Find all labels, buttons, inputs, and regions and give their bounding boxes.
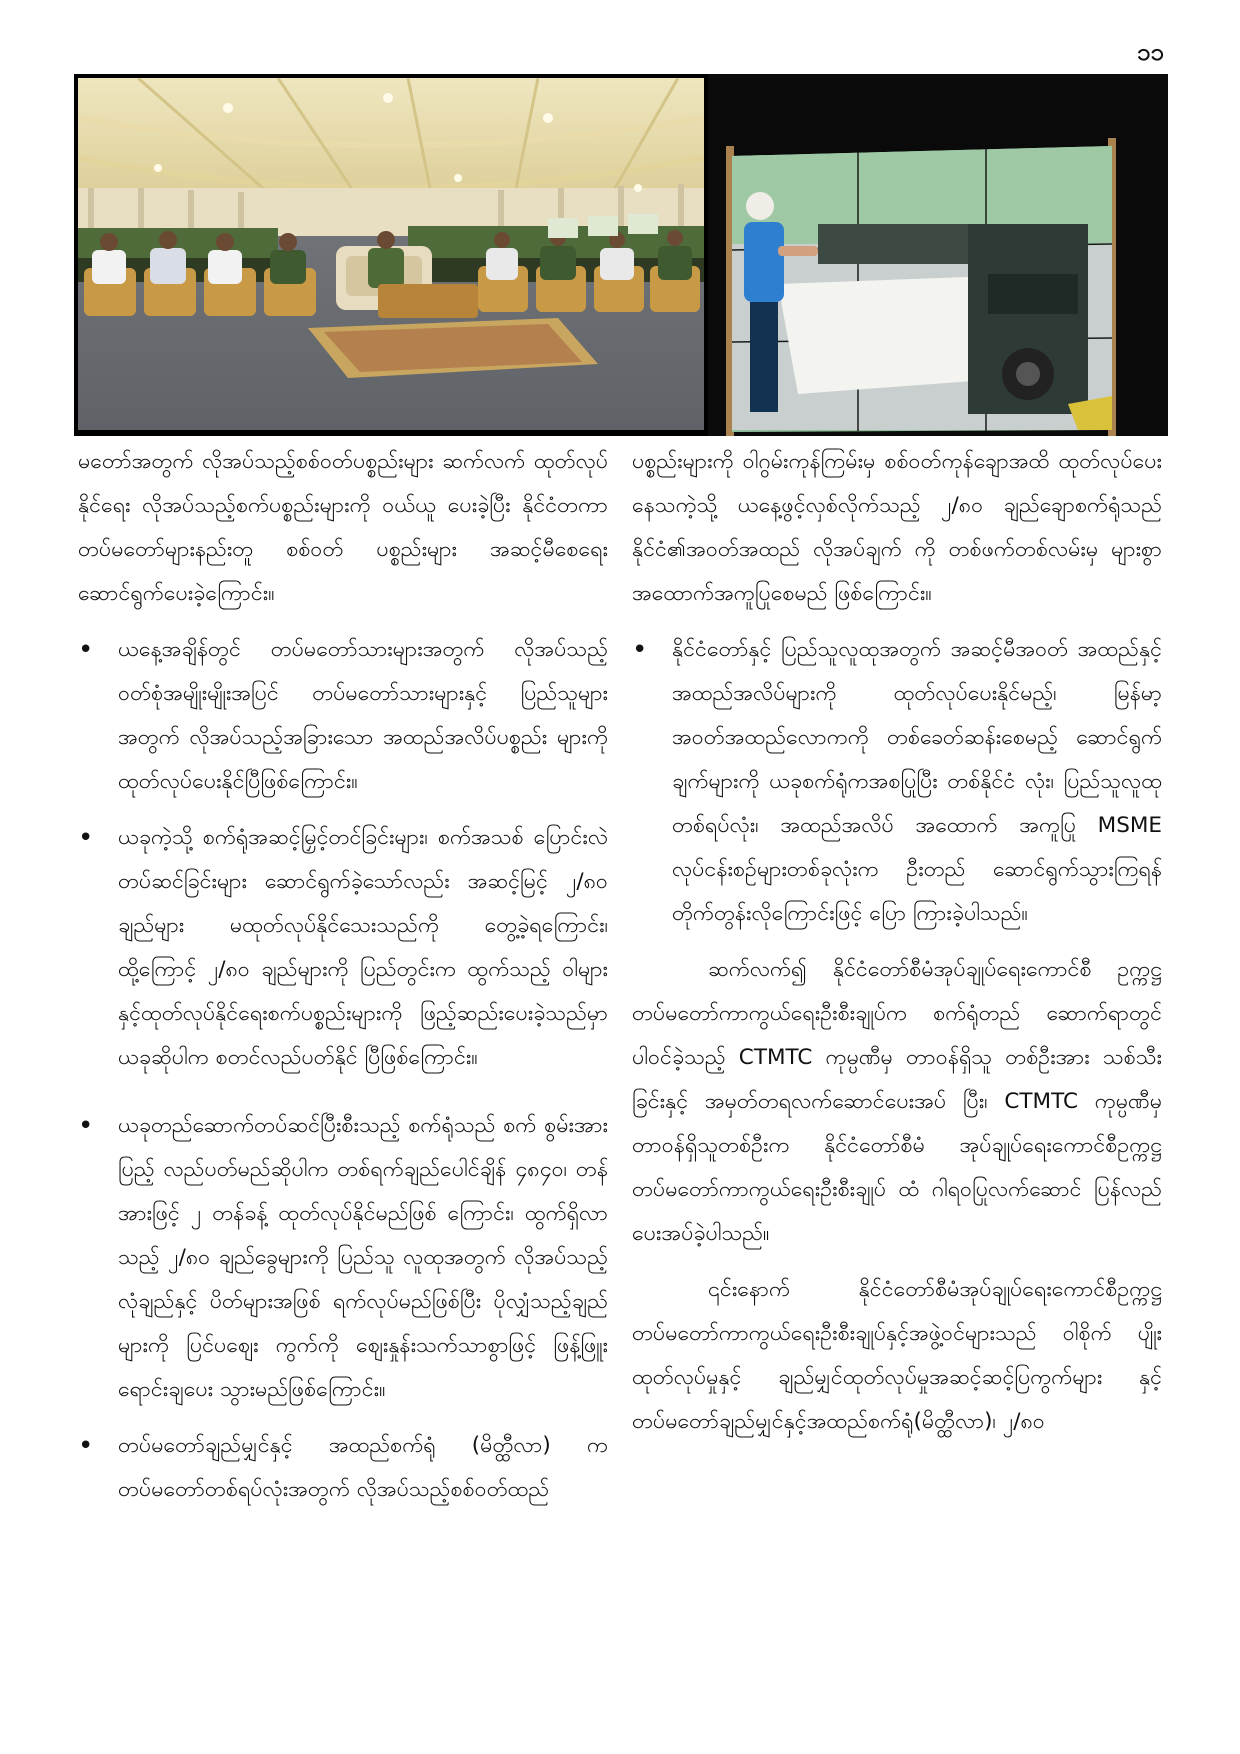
- bullet-item: • ယနေ့အချိန်တွင် တပ်မတော်သားများအတွက် လိုအပ်သည့် ဝတ်စုံအမျိုးမျိုးအပြင် တပ်မတော်သားများနှင့် ပြည်သူများ အတွက် လိုအပ်သည့်အခြားသော အထည်အလိပ်ပစ္စည်း များကို ထုတ်လုပ်ပေးနိုင်ပြီဖြစ်ကြောင်း။: [78, 628, 608, 804]
- left-column: [78, 440, 608, 1512]
- bullet-item: • နိုင်ငံတော်နှင့် ပြည်သူလူထုအတွက် အဆင့်မီအဝတ် အထည်နှင့် အထည်အလိပ်များကို ထုတ်လုပ်ပေးနိုင်မည့်၊ မြန်မာ့အဝတ်အထည်လောကကို တစ်ခေတ်ဆန်းစေမည့် ဆောင်ရွက်ချက်များကို ယခုစက်ရုံကအစပြုပြီး တစ်နိုင်ငံ လုံး၊ ပြည်သူလူထုတစ်ရပ်လုံး၊ အထည်အလိပ် အထောက် အကူပြု MSME လုပ်ငန်းစဉ်များတစ်ခုလုံးက ဦးတည် ဆောင်ရွက်သွားကြရန် တိုက်တွန်းလိုကြောင်းဖြင့် ပြော ကြားခဲ့ပါသည်။: [632, 628, 1162, 936]
- bullet-item: • ယခုကဲ့သို့ စက်ရုံအဆင့်မြှင့်တင်ခြင်းများ၊ စက်အသစ် ပြောင်းလဲတပ်ဆင်ခြင်းများ ဆောင်ရွက်ခဲ့သော်လည်း အဆင့်မြင့် ၂/၈၀ ချည်များ မထုတ်လုပ်နိုင်သေးသည်ကို တွေ့ခဲ့ရကြောင်း၊ ထို့ကြောင့် ၂/၈၀ ချည်များကို ပြည်တွင်းက ထွက်သည့် ဝါများနှင့်ထုတ်လုပ်နိုင်ရေးစက်ပစ္စည်းများကို ဖြည့်ဆည်းပေးခဲ့သည်မှာ ယခုဆိုပါက စတင်လည်ပတ်နိုင် ပြီဖြစ်ကြောင်း။: [78, 816, 608, 1080]
- left-intro-paragraph: မတော်အတွက် လိုအပ်သည့်စစ်ဝတ်ပစ္စည်းများ ဆက်လက် ထုတ်လုပ်နိုင်ရေး လိုအပ်သည့်စက်ပစ္စည်းများကို ဝယ်ယူ ပေးခဲ့ပြီး နိုင်ငံတကာတပ်မတော်များနည်းတူ စစ်ဝတ် ပစ္စည်းများ အဆင့်မီစေရေး ဆောင်ရွက်ပေးခဲ့ကြောင်း။: [78, 449, 608, 606]
- bullet-item: • တပ်မတော်ချည်မျှင်နှင့် အထည်စက်ရုံ (မိတ္ထီလာ) က တပ်မတော်တစ်ရပ်လုံးအတွက် လိုအပ်သည့်စစ်ဝတ်ထည်: [78, 1424, 608, 1512]
- bullet-item: • ယခုတည်ဆောက်တပ်ဆင်ပြီးစီးသည့် စက်ရုံသည် စက် စွမ်းအားပြည့် လည်ပတ်မည်ဆိုပါက တစ်ရက်ချည်ပေါင်ချိန် ၄၈၄၀၊ တန်အားဖြင့် ၂ တန်ခန့် ထုတ်လုပ်နိုင်မည်ဖြစ် ကြောင်း၊ ထွက်ရှိလာသည့် ၂/၈၀ ချည်ခွေများကို ပြည်သူ လူထုအတွက် လိုအပ်သည့်လုံချည်နှင့် ပိတ်များအဖြစ် ရက်လုပ်မည်ဖြစ်ပြီး ပိုလျှံသည့်ချည်များကို ပြင်ပဈေး ကွက်ကို ဈေးနှုန်းသက်သာစွာဖြင့် ဖြန့်ဖြူးရောင်းချပေး သွားမည်ဖြစ်ကြောင်း။: [78, 1104, 608, 1412]
- right-column: [632, 440, 1162, 1444]
- page-number: ၁၁: [1137, 38, 1164, 66]
- ceremony-tent-photo: [78, 78, 704, 430]
- body-paragraph: ဆက်လက်၍ နိုင်ငံတော်စီမံအုပ်ချုပ်ရေးကောင်စီ ဥက္ကဋ္ဌ တပ်မတော်ကာကွယ်ရေးဦးစီးချုပ်က စက်ရုံတည် ဆောက်ရာတွင်ပါဝင်ခဲ့သည့် CTMTC ကုမ္ပဏီမှ တာဝန်ရှိသူ တစ်ဦးအား သစ်သီးခြင်းနှင့် အမှတ်တရလက်ဆောင်ပေးအပ် ပြီး၊ CTMTC ကုမ္ပဏီမှ တာဝန်ရှိသူတစ်ဦးက နိုင်ငံတော်စီမံ အုပ်ချုပ်ရေးကောင်စီဥက္ကဋ္ဌ တပ်မတော်ကာကွယ်ရေးဦးစီးချုပ် ထံ ဂါရဝပြုလက်ဆောင် ပြန်လည်ပေးအပ်ခဲ့ပါသည်။: [632, 957, 1162, 1246]
- photo-strip: [74, 74, 1168, 436]
- body-paragraph: ၎င်းနောက် နိုင်ငံတော်စီမံအုပ်ချုပ်ရေးကောင်စီဥက္ကဋ္ဌ တပ်မတော်ကာကွယ်ရေးဦးစီးချုပ်နှင့်အဖွဲ့ဝင်များသည် ဝါစိုက် ပျိုးထုတ်လုပ်မှုနှင့် ချည်မျှင်ထုတ်လုပ်မှုအဆင့်ဆင့်ပြကွက်များ နှင့် တပ်မတော်ချည်မျှင်နှင့်အထည်စက်ရုံ(မိတ္ထီလာ)၊ ၂/၈၀: [632, 1277, 1162, 1434]
- right-intro-paragraph: ပစ္စည်းများကို ဝါဂွမ်းကုန်ကြမ်းမှ စစ်ဝတ်ကုန်ချောအထိ ထုတ်လုပ်ပေးနေသကဲ့သို့ ယနေ့ဖွင့်လှစ်လိုက်သည့် ၂/၈၀ ချည်ချောစက်ရုံသည် နိုင်ငံ၏အဝတ်အထည် လိုအပ်ချက် ကို တစ်ဖက်တစ်လမ်းမှ များစွာအထောက်အကူပြုစေမည် ဖြစ်ကြောင်း။: [632, 449, 1162, 606]
- loom-screen-photo: [708, 74, 1168, 436]
